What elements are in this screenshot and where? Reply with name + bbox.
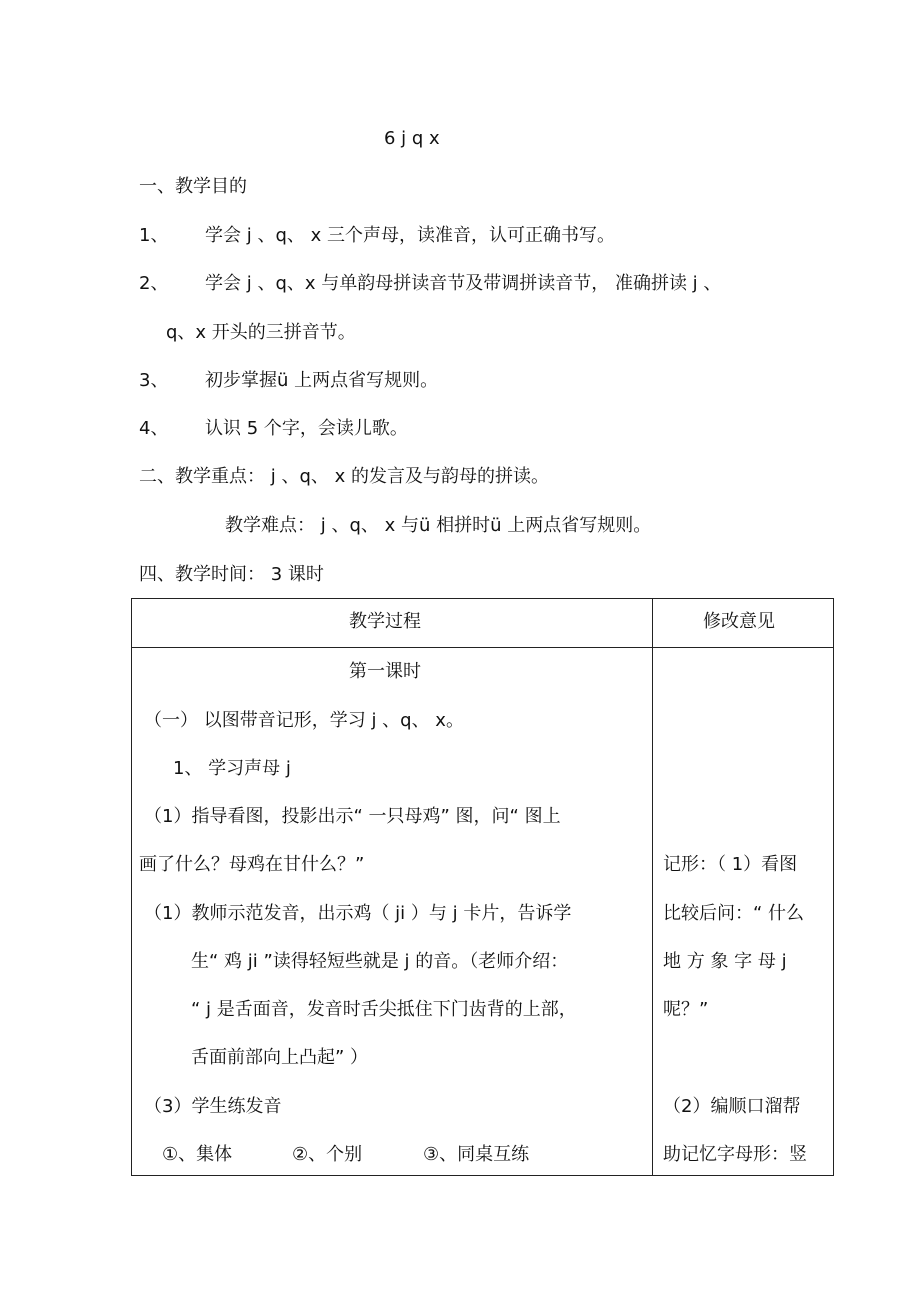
lesson-table [131,598,834,1176]
section-heading-key-points: 二、教学重点： j 、q、 x 的发言及与韵母的拼读。 [139,466,549,487]
practice-item: ①、集体 [162,1144,233,1165]
objective-text: 认识 5 个字，会读儿歌。 [205,418,408,439]
period-heading: 第一课时 [349,661,421,682]
process-line: （1）指导看图，投影出示“ 一只母鸡” 图，问“ 图上 [144,806,561,827]
objective-text: 初步掌握ü 上两点省写规则。 [205,370,439,391]
note-line: 比较后问：“ 什么 [663,903,805,924]
objective-text-continued: q、x 开头的三拼音节。 [166,322,356,343]
objective-number: 3、 [139,370,169,391]
objective-text: 学会 j 、q、x 与单韵母拼读音节及带调拼读音节， 准确拼读 j 、 [205,273,722,294]
process-line: 生“ 鸡 ji ”读得轻短些就是 j 的音。（老师介绍： [191,951,569,972]
note-line: （2）编顺口溜帮 [663,1096,801,1117]
note-line: 呢？” [663,999,709,1020]
process-line: 画了什么？母鸡在甘什么？” [139,854,365,875]
objective-number: 4、 [139,418,169,439]
page-title: 6 j q x [384,128,440,149]
note-line: 记形：（ 1）看图 [663,854,798,875]
column-header-notes: 修改意见 [703,611,775,632]
difficulty-text: 教学难点： j 、q、 x 与ü 相拼时ü 上两点省写规则。 [225,515,652,536]
objective-number: 1、 [139,225,169,246]
section-heading-objectives: 一、教学目的 [139,176,247,197]
process-step: 1、 学习声母 j [173,758,291,779]
table-header-divider [131,647,834,648]
process-line: （1）教师示范发音，出示鸡（ ji ）与 j 卡片，告诉学 [144,903,572,924]
column-header-process: 教学过程 [349,611,421,632]
note-line: 地 方 象 字 母 j [663,951,787,972]
section-heading-time: 四、教学时间： 3 课时 [139,564,324,585]
practice-item: ②、个别 [292,1144,363,1165]
practice-item: ③、同桌互练 [423,1144,530,1165]
note-line: 助记忆字母形：竖 [663,1144,807,1165]
process-line: “ j 是舌面音，发音时舌尖抵住下门齿背的上部， [191,999,577,1020]
objective-number: 2、 [139,273,169,294]
objective-text: 学会 j 、q、 x 三个声母，读准音，认可正确书写。 [205,225,615,246]
process-part: （一） 以图带音记形，学习 j 、q、 x。 [144,710,464,731]
process-line: （3）学生练发音 [144,1096,282,1117]
table-column-divider [652,598,653,1176]
process-line: 舌面前部向上凸起” ） [191,1047,369,1068]
